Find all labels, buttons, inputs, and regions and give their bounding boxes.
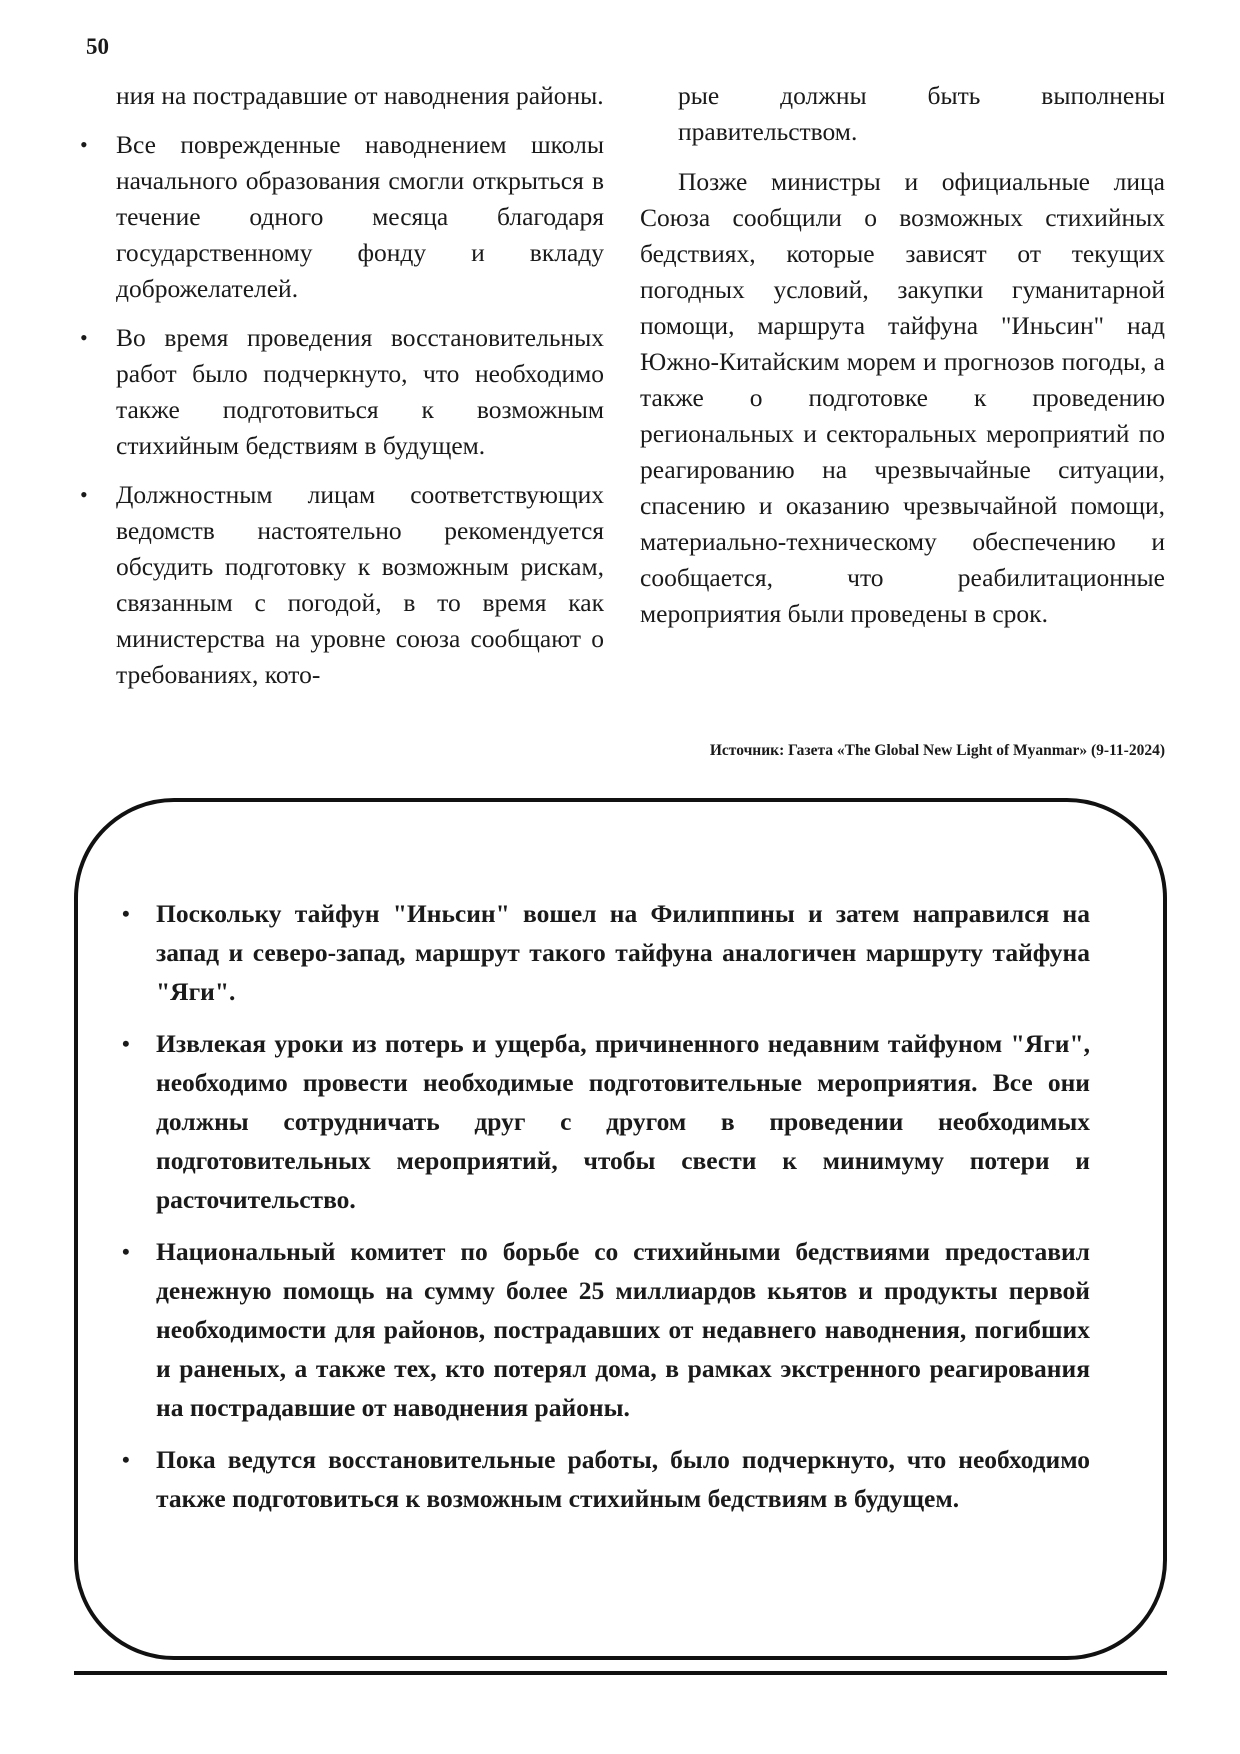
source-citation: Источник: Газета «The Global New Light of Myanmar» (9-11-2024) [709,742,1165,759]
list-item: • Поскольку тайфун "Иньсин" вошел на Филиппины и затем направился на запад и северо-запад, маршрут такого тайфуна аналогичен маршруту тайфуна "Яги". [122,894,1090,1011]
left-bullet-list [78,127,604,693]
list-item: • Все поврежденные наводнением школы начального образования смогли открыться в течение одного месяца благодаря государственному фонду и вкладу доброжелателей. [78,127,604,307]
left-column [78,78,604,693]
right-column [640,78,1165,632]
page-number: 50 [86,34,109,59]
summary-box [74,798,1167,1660]
bottom-rule [74,1671,1167,1675]
summary-bullet-list [122,894,1090,1531]
list-item: • Национальный комитет по борьбе со стихийными бедствиями предоставил денежную помощь на сумму более 25 миллиардов кьятов и продукты первой необходимости для районов, пострадавших от недавнего наводнения, погибших и раненых, а также тех, кто потерял дома, в рамках экстренного реагирования на пострадавшие от наводнения районы. [122,1232,1090,1427]
left-lead-in: ния на пострадавшие от наводнения районы. [116,81,604,110]
list-item: • Во время проведения восстановительных работ было подчеркнуто, что необходимо также подготовиться к возможным стихийным бедствиям в будущем. [78,320,604,464]
list-item: • Пока ведутся восстановительные работы, было подчеркнуто, что необходимо также подготовиться к возможным стихийным бедствиям в будущем. [122,1440,1090,1518]
list-item: • Извлекая уроки из потерь и ущерба, причиненного недавним тайфуном "Яги", необходимо провести необходимые подготовительные мероприятия. Все они должны сотрудничать друг с другом в проведении необходимых подготовительных мероприятий, чтобы свести к минимуму потери и расточительство. [122,1024,1090,1219]
right-paragraph: Позже министры и официальные лица Союза сообщили о возможных стихийных бедствиях, которые зависят от текущих погодных условий, закупки гуманитарной помощи, маршрута тайфуна "Иньсин" над Южно-Китайским морем и прогнозов погоды, а также о подготовке к проведению региональных и секторальных мероприятий по реагированию на чрезвычайные ситуации, спасению и оказанию чрезвычайной помощи, материально-техническому обеспечению и сообщается, что реабилитационные мероприятия были проведены в срок. [640,167,1165,628]
right-lead-in: рые должны быть выполнены правительством. [678,81,1165,146]
list-item: • Должностным лицам соответствующих ведомств настоятельно рекомендуется обсудить подготовку к возможным рискам, связанным с погодой, в то время как министерства на уровне союза сообщают о требованиях, кото- [78,477,604,693]
